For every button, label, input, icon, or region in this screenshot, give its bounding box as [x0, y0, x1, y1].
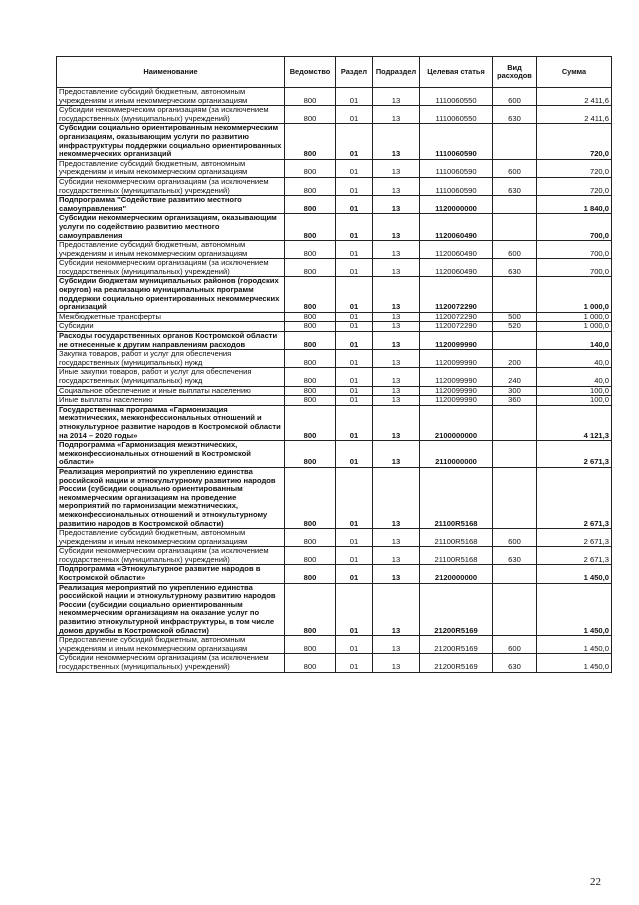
row-target-cell: 21200R5169: [420, 654, 493, 672]
row-sum-cell: 4 121,3: [537, 405, 612, 440]
row-dept-cell: 800: [285, 654, 336, 672]
row-expense-type-cell: 630: [493, 259, 537, 277]
row-target-cell: 1110060550: [420, 88, 493, 106]
row-sum-cell: 1 450,0: [537, 583, 612, 636]
row-target-cell: 1120000000: [420, 196, 493, 214]
table-row: [57, 196, 612, 214]
row-section-cell: 01: [336, 277, 373, 312]
row-section-cell: 01: [336, 350, 373, 368]
row-subsection-cell: 13: [373, 441, 420, 468]
row-subsection-cell: 13: [373, 636, 420, 654]
row-subsection-cell: 13: [373, 177, 420, 195]
row-section-cell: 01: [336, 124, 373, 159]
row-target-cell: 1120099990: [420, 386, 493, 396]
row-section-cell: 01: [336, 547, 373, 565]
row-dept-cell: 800: [285, 547, 336, 565]
row-expense-type-cell: 300: [493, 386, 537, 396]
row-name-cell: Иные закупки товаров, работ и услуг для обеспечения государственных (муниципальных) нужд: [57, 368, 285, 386]
row-section-cell: 01: [336, 654, 373, 672]
table-row: [57, 396, 612, 406]
row-target-cell: 21100R5168: [420, 467, 493, 528]
row-expense-type-cell: [493, 583, 537, 636]
row-sum-cell: 2 671,3: [537, 547, 612, 565]
row-target-cell: 1120099990: [420, 332, 493, 350]
table-row: [57, 124, 612, 159]
row-subsection-cell: 13: [373, 368, 420, 386]
row-expense-type-cell: 630: [493, 654, 537, 672]
row-sum-cell: 1 000,0: [537, 322, 612, 332]
row-name-cell: Реализация мероприятий по укреплению единства российской нации и этнокультурному развитию народов России (субсидии социально ориентированным некоммерческим организациям на оказание услуг по развитию этнокультурной инфраструктуры, в том числе домов дружбы в Костромской области): [57, 583, 285, 636]
row-name-cell: Предоставление субсидий бюджетным, автономным учреждениям и иным некоммерческим организациям: [57, 636, 285, 654]
row-dept-cell: 800: [285, 106, 336, 124]
row-section-cell: 01: [336, 441, 373, 468]
row-name-cell: Государственная программа «Гармонизация межэтнических, межконфессиональных отношений и этнокультурное развитие народов в Костромской области на 2014 – 2020 годы»: [57, 405, 285, 440]
row-section-cell: 01: [336, 529, 373, 547]
row-target-cell: 2100000000: [420, 405, 493, 440]
row-section-cell: 01: [336, 467, 373, 528]
row-dept-cell: 800: [285, 386, 336, 396]
row-expense-type-cell: 360: [493, 396, 537, 406]
row-name-cell: Подпрограмма «Этнокультурное развитие народов в Костромской области»: [57, 565, 285, 583]
row-subsection-cell: 13: [373, 124, 420, 159]
row-section-cell: 01: [336, 259, 373, 277]
row-dept-cell: 800: [285, 322, 336, 332]
row-dept-cell: 800: [285, 405, 336, 440]
row-name-cell: Субсидии некоммерческим организациям (за исключением государственных (муниципальных) учреждений): [57, 259, 285, 277]
row-name-cell: Предоставление субсидий бюджетным, автономным учреждениям и иным некоммерческим организациям: [57, 88, 285, 106]
row-name-cell: Реализация мероприятий по укреплению единства российской нации и этнокультурному развитию народов России (субсидии социально ориентированным некоммерческим организациям на проведение мероприятий по гармонизации межэтнических, межконфессиональных отношений и этнокультурному развитию народов в Костромской области): [57, 467, 285, 528]
row-expense-type-cell: 200: [493, 350, 537, 368]
row-name-cell: Расходы государственных органов Костромской области не отнесенные к другим направлениям расходов: [57, 332, 285, 350]
row-name-cell: Закупка товаров, работ и услуг для обеспечения государственных (муниципальных) нужд: [57, 350, 285, 368]
row-expense-type-cell: 520: [493, 322, 537, 332]
table-row: [57, 277, 612, 312]
row-sum-cell: 100,0: [537, 396, 612, 406]
row-dept-cell: 800: [285, 396, 336, 406]
header-expense-type: Вид расходов: [493, 57, 537, 88]
row-name-cell: Межбюджетные трансферты: [57, 312, 285, 322]
row-sum-cell: 720,0: [537, 177, 612, 195]
row-section-cell: 01: [336, 368, 373, 386]
row-sum-cell: 2 671,3: [537, 529, 612, 547]
row-subsection-cell: 13: [373, 277, 420, 312]
row-subsection-cell: 13: [373, 583, 420, 636]
row-expense-type-cell: 630: [493, 177, 537, 195]
table-row: [57, 88, 612, 106]
row-sum-cell: 700,0: [537, 214, 612, 241]
row-target-cell: 21200R5169: [420, 583, 493, 636]
row-sum-cell: 1 450,0: [537, 636, 612, 654]
row-dept-cell: 800: [285, 636, 336, 654]
row-expense-type-cell: [493, 277, 537, 312]
row-target-cell: 1120099990: [420, 350, 493, 368]
row-section-cell: 01: [336, 312, 373, 322]
row-dept-cell: 800: [285, 350, 336, 368]
row-name-cell: Социальное обеспечение и иные выплаты населению: [57, 386, 285, 396]
row-expense-type-cell: 600: [493, 529, 537, 547]
row-section-cell: 01: [336, 332, 373, 350]
row-subsection-cell: 13: [373, 405, 420, 440]
row-subsection-cell: 13: [373, 322, 420, 332]
row-section-cell: 01: [336, 386, 373, 396]
row-subsection-cell: 13: [373, 159, 420, 177]
row-target-cell: 1120099990: [420, 396, 493, 406]
row-section-cell: 01: [336, 159, 373, 177]
table-row: [57, 312, 612, 322]
table-row: [57, 547, 612, 565]
row-section-cell: 01: [336, 177, 373, 195]
row-name-cell: Субсидии некоммерческим организациям (за исключением государственных (муниципальных) учреждений): [57, 177, 285, 195]
row-subsection-cell: 13: [373, 654, 420, 672]
budget-table: [56, 56, 612, 673]
row-expense-type-cell: [493, 214, 537, 241]
row-target-cell: 1110060590: [420, 159, 493, 177]
row-expense-type-cell: [493, 124, 537, 159]
row-sum-cell: 1 450,0: [537, 654, 612, 672]
row-dept-cell: 800: [285, 177, 336, 195]
row-sum-cell: 700,0: [537, 241, 612, 259]
row-dept-cell: 800: [285, 467, 336, 528]
row-target-cell: 2120000000: [420, 565, 493, 583]
row-name-cell: Субсидии некоммерческим организациям (за исключением государственных (муниципальных) учреждений): [57, 106, 285, 124]
row-target-cell: 2110000000: [420, 441, 493, 468]
row-sum-cell: 40,0: [537, 368, 612, 386]
row-section-cell: 01: [336, 636, 373, 654]
table-row: [57, 177, 612, 195]
row-expense-type-cell: 600: [493, 88, 537, 106]
row-subsection-cell: 13: [373, 547, 420, 565]
table-row: [57, 332, 612, 350]
row-section-cell: 01: [336, 396, 373, 406]
row-expense-type-cell: [493, 332, 537, 350]
row-target-cell: 1120060490: [420, 259, 493, 277]
row-section-cell: 01: [336, 565, 373, 583]
table-header-row: [57, 57, 612, 88]
row-subsection-cell: 13: [373, 332, 420, 350]
row-expense-type-cell: 240: [493, 368, 537, 386]
row-name-cell: Субсидии социально ориентированным некоммерческим организациям, оказывающим услуги по развитию инфраструктуры поддержки социально ориентированных некоммерческих организаций: [57, 124, 285, 159]
row-subsection-cell: 13: [373, 196, 420, 214]
header-target: Целевая статья: [420, 57, 493, 88]
row-name-cell: Субсидии некоммерческим организациям, оказывающим услуги по содействию развитию местного самоуправления: [57, 214, 285, 241]
row-subsection-cell: 13: [373, 106, 420, 124]
row-expense-type-cell: [493, 441, 537, 468]
table-row: [57, 368, 612, 386]
row-subsection-cell: 13: [373, 350, 420, 368]
table-row: [57, 241, 612, 259]
row-section-cell: 01: [336, 583, 373, 636]
row-subsection-cell: 13: [373, 396, 420, 406]
table-row: [57, 654, 612, 672]
table-row: [57, 441, 612, 468]
row-target-cell: 1110060550: [420, 106, 493, 124]
row-section-cell: 01: [336, 106, 373, 124]
table-row: [57, 405, 612, 440]
row-subsection-cell: 13: [373, 312, 420, 322]
row-section-cell: 01: [336, 88, 373, 106]
row-target-cell: 1110060590: [420, 177, 493, 195]
row-subsection-cell: 13: [373, 241, 420, 259]
row-name-cell: Предоставление субсидий бюджетным, автономным учреждениям и иным некоммерческим организациям: [57, 159, 285, 177]
row-dept-cell: 800: [285, 277, 336, 312]
row-target-cell: 1120060490: [420, 241, 493, 259]
row-dept-cell: 800: [285, 214, 336, 241]
row-target-cell: 21200R5169: [420, 636, 493, 654]
table-row: [57, 214, 612, 241]
row-sum-cell: 100,0: [537, 386, 612, 396]
row-name-cell: Субсидии некоммерческим организациям (за исключением государственных (муниципальных) учреждений): [57, 654, 285, 672]
header-name: Наименование: [57, 57, 285, 88]
row-expense-type-cell: 630: [493, 547, 537, 565]
page-number: 22: [590, 876, 601, 888]
row-section-cell: 01: [336, 214, 373, 241]
row-subsection-cell: 13: [373, 259, 420, 277]
header-dept: Ведомство: [285, 57, 336, 88]
row-expense-type-cell: 600: [493, 636, 537, 654]
row-dept-cell: 800: [285, 583, 336, 636]
row-subsection-cell: 13: [373, 88, 420, 106]
row-dept-cell: 800: [285, 312, 336, 322]
row-subsection-cell: 13: [373, 467, 420, 528]
row-expense-type-cell: 500: [493, 312, 537, 322]
table-row: [57, 350, 612, 368]
row-dept-cell: 800: [285, 196, 336, 214]
row-name-cell: Предоставление субсидий бюджетным, автономным учреждениям и иным некоммерческим организациям: [57, 241, 285, 259]
row-sum-cell: 1 450,0: [537, 565, 612, 583]
table-row: [57, 159, 612, 177]
row-dept-cell: 800: [285, 88, 336, 106]
row-target-cell: 1120072290: [420, 322, 493, 332]
row-section-cell: 01: [336, 241, 373, 259]
row-dept-cell: 800: [285, 259, 336, 277]
row-name-cell: Подпрограмма "Содействие развитию местного самоуправления": [57, 196, 285, 214]
row-dept-cell: 800: [285, 441, 336, 468]
row-dept-cell: 800: [285, 241, 336, 259]
row-target-cell: 21100R5168: [420, 529, 493, 547]
row-target-cell: 1110060590: [420, 124, 493, 159]
row-dept-cell: 800: [285, 124, 336, 159]
row-name-cell: Субсидии бюджетам муниципальных районов (городских округов) на реализацию муниципальных программ поддержки социально ориентированных некоммерческих организаций: [57, 277, 285, 312]
row-sum-cell: 720,0: [537, 124, 612, 159]
row-sum-cell: 2 671,3: [537, 441, 612, 468]
row-sum-cell: 1 840,0: [537, 196, 612, 214]
row-expense-type-cell: [493, 405, 537, 440]
row-section-cell: 01: [336, 322, 373, 332]
table-row: [57, 636, 612, 654]
row-sum-cell: 2 411,6: [537, 88, 612, 106]
row-sum-cell: 2 411,6: [537, 106, 612, 124]
row-subsection-cell: 13: [373, 565, 420, 583]
row-dept-cell: 800: [285, 368, 336, 386]
row-dept-cell: 800: [285, 159, 336, 177]
row-name-cell: Иные выплаты населению: [57, 396, 285, 406]
table-row: [57, 106, 612, 124]
table-row: [57, 565, 612, 583]
table-row: [57, 259, 612, 277]
row-name-cell: Подпрограмма «Гармонизация межэтнических, межконфессиональных отношений в Костромской области»: [57, 441, 285, 468]
row-sum-cell: 40,0: [537, 350, 612, 368]
row-sum-cell: 700,0: [537, 259, 612, 277]
row-name-cell: Субсидии: [57, 322, 285, 332]
table-row: [57, 529, 612, 547]
row-sum-cell: 140,0: [537, 332, 612, 350]
table-row: [57, 467, 612, 528]
row-sum-cell: 2 671,3: [537, 467, 612, 528]
row-expense-type-cell: [493, 467, 537, 528]
row-expense-type-cell: 630: [493, 106, 537, 124]
row-expense-type-cell: [493, 565, 537, 583]
header-section: Раздел: [336, 57, 373, 88]
row-expense-type-cell: 600: [493, 159, 537, 177]
row-name-cell: Предоставление субсидий бюджетным, автономным учреждениям и иным некоммерческим организациям: [57, 529, 285, 547]
row-subsection-cell: 13: [373, 529, 420, 547]
row-target-cell: 1120072290: [420, 277, 493, 312]
row-expense-type-cell: 600: [493, 241, 537, 259]
row-sum-cell: 720,0: [537, 159, 612, 177]
row-sum-cell: 1 000,0: [537, 277, 612, 312]
header-subsection: Подраздел: [373, 57, 420, 88]
row-expense-type-cell: [493, 196, 537, 214]
header-sum: Сумма: [537, 57, 612, 88]
table-body: [57, 88, 612, 673]
row-dept-cell: 800: [285, 565, 336, 583]
row-subsection-cell: 13: [373, 214, 420, 241]
row-dept-cell: 800: [285, 332, 336, 350]
row-section-cell: 01: [336, 405, 373, 440]
row-target-cell: 1120099990: [420, 368, 493, 386]
row-section-cell: 01: [336, 196, 373, 214]
row-subsection-cell: 13: [373, 386, 420, 396]
row-target-cell: 21100R5168: [420, 547, 493, 565]
row-dept-cell: 800: [285, 529, 336, 547]
row-target-cell: 1120060490: [420, 214, 493, 241]
row-sum-cell: 1 000,0: [537, 312, 612, 322]
row-name-cell: Субсидии некоммерческим организациям (за исключением государственных (муниципальных) учреждений): [57, 547, 285, 565]
table-row: [57, 583, 612, 636]
row-target-cell: 1120072290: [420, 312, 493, 322]
